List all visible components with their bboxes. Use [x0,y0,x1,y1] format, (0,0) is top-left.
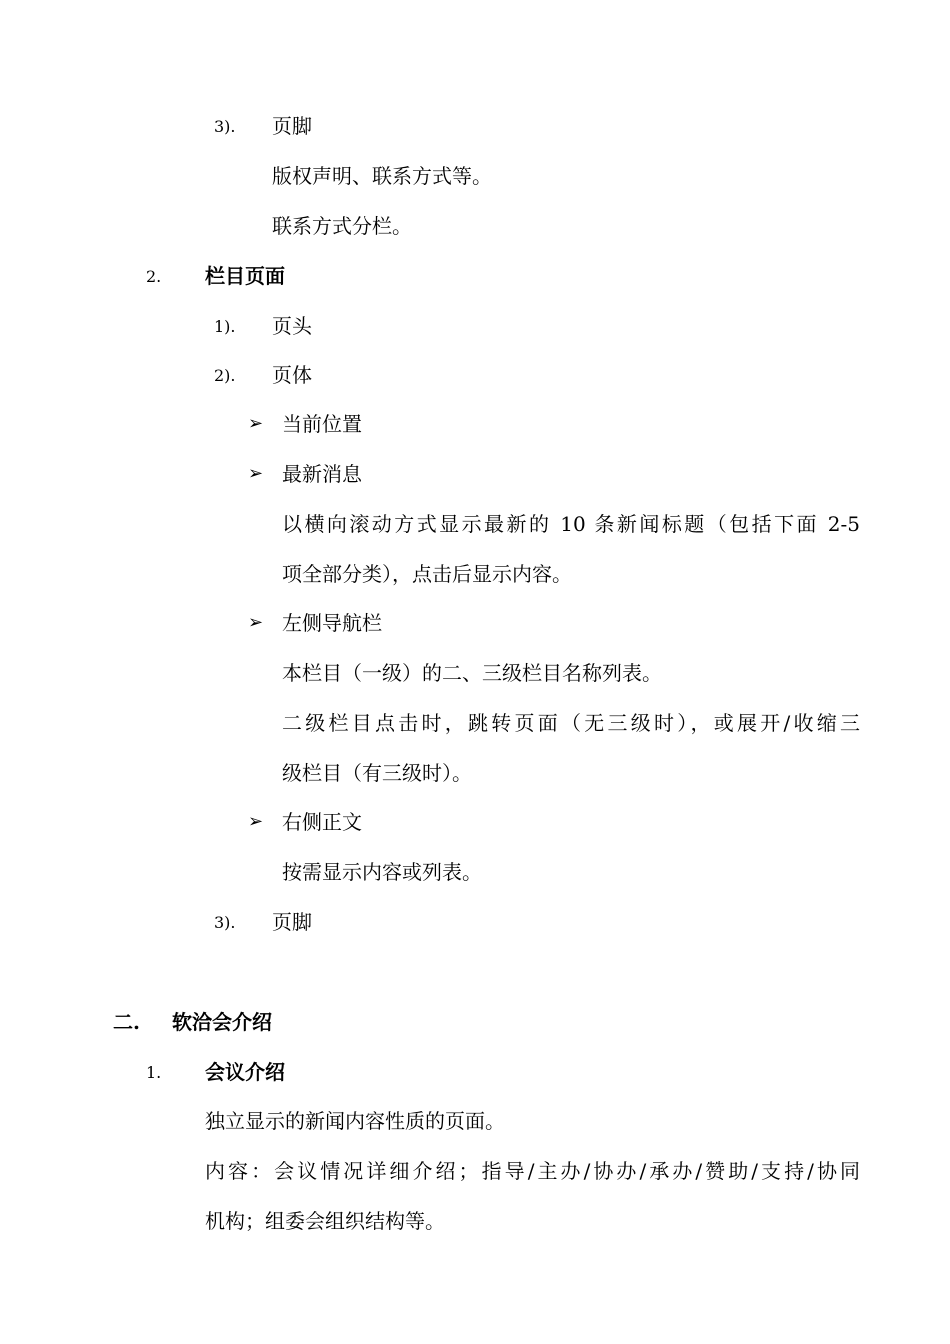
bullet-label-right-content: 右侧正文 [282,810,362,834]
footer-b-number: 3). [214,913,236,932]
header-label: 页头 [272,314,312,338]
arrow-bullet-icon: ➢ [248,413,264,434]
arrow-bullet-icon: ➢ [248,612,264,633]
arrow-bullet-icon: ➢ [248,463,264,484]
footer-a-line-2: 联系方式分栏。 [272,214,412,238]
section-2-number: 二. [113,1010,140,1034]
footer-a-line-1: 版权声明、联系方式等。 [272,164,492,188]
body-label: 页体 [272,363,312,387]
section-2-title: 软洽会介绍 [172,1010,272,1034]
right-content-line-1: 按需显示内容或列表。 [282,860,482,884]
left-nav-line-2: 二级栏目点击时，跳转页面（无三级时），或展开/收缩三 [282,711,860,735]
arrow-bullet-icon: ➢ [248,811,264,832]
footer-a-number: 3). [214,117,236,136]
meeting-intro-line-2: 内容：会议情况详细介绍；指导/主办/协办/承办/赞助/支持/协同 [205,1159,860,1183]
header-number: 1). [214,317,236,336]
footer-a-label: 页脚 [272,114,312,138]
bullet-label-left-nav: 左侧导航栏 [282,611,382,635]
meeting-intro-line-3: 机构；组委会组织结构等。 [205,1209,445,1233]
meeting-intro-title: 会议介绍 [205,1060,285,1084]
column-page-number: 2. [146,267,162,286]
latest-news-line-1: 以横向滚动方式显示最新的 10 条新闻标题（包括下面 2-5 [282,512,860,536]
meeting-intro-line-1: 独立显示的新闻内容性质的页面。 [205,1109,505,1133]
bullet-label-latest-news: 最新消息 [282,462,362,486]
body-number: 2). [214,366,236,385]
meeting-intro-number: 1. [146,1063,162,1082]
latest-news-line-2: 项全部分类），点击后显示内容。 [282,562,572,586]
left-nav-line-3: 级栏目（有三级时）。 [282,761,472,785]
column-page-title: 栏目页面 [205,264,285,288]
bullet-label-current-position: 当前位置 [282,412,362,436]
footer-b-label: 页脚 [272,910,312,934]
left-nav-line-1: 本栏目（一级）的二、三级栏目名称列表。 [282,661,662,685]
